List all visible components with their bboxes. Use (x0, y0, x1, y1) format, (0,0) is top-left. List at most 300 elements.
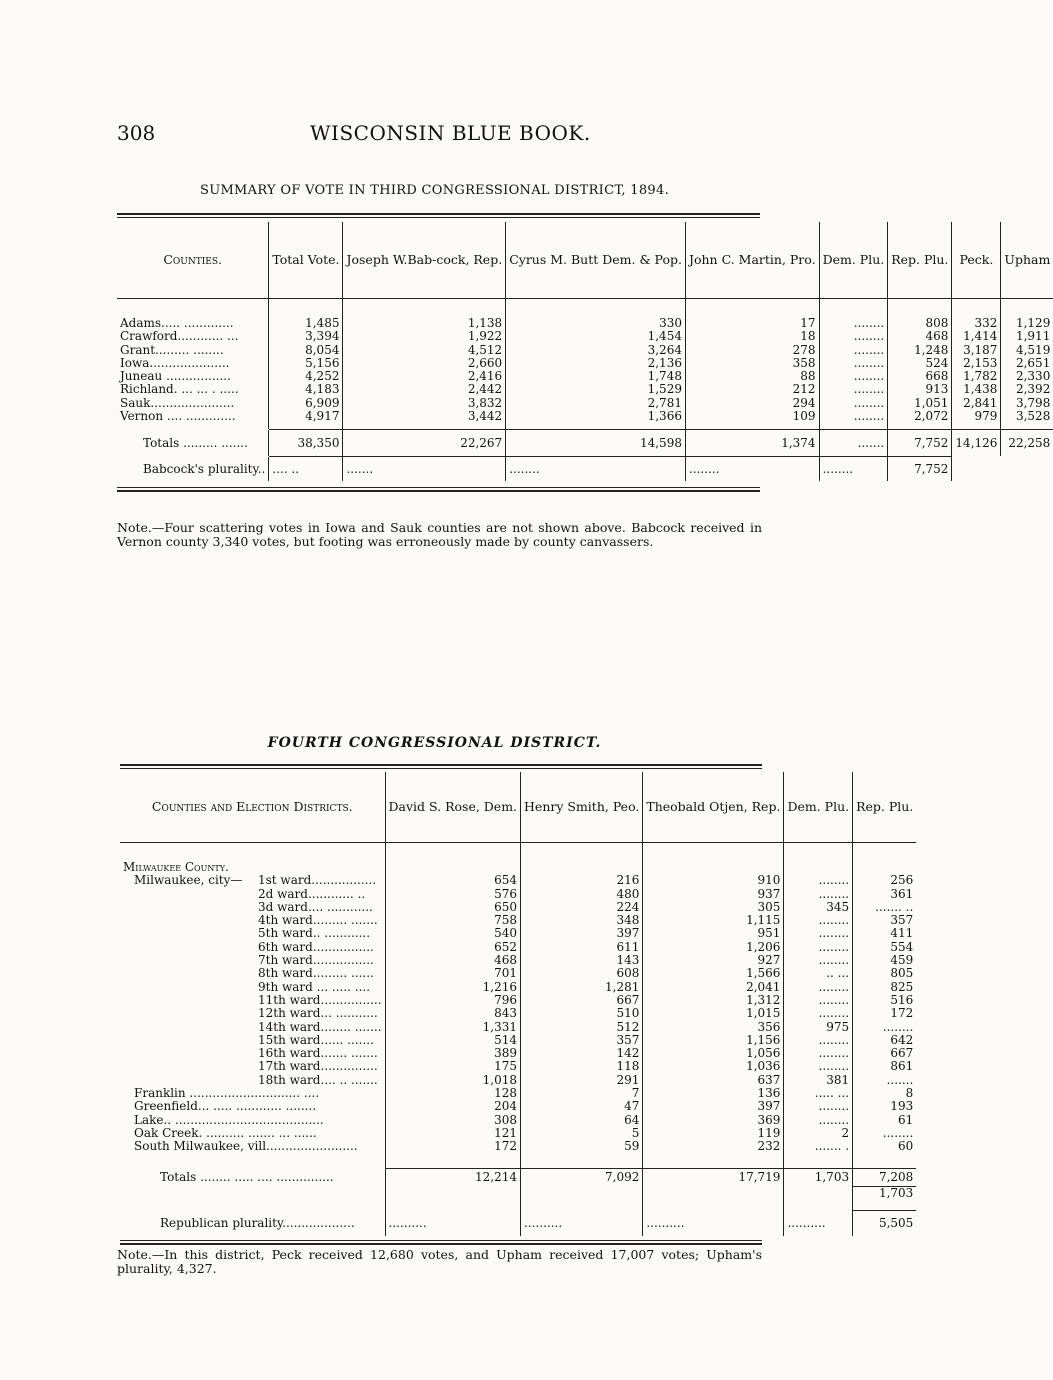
cell-dem: ........ (819, 410, 888, 423)
cell-peck: 979 (952, 410, 1001, 423)
plurality-dem: ........ (819, 457, 888, 481)
ward-label: 1st ward................. (258, 873, 377, 888)
header-districts: Counties and Election Districts. (151, 799, 353, 815)
county-heading: Milwaukee County. (123, 860, 229, 874)
cell-dem: ........ (784, 941, 853, 954)
ward-row (120, 914, 916, 927)
cell-rep: 459 (853, 954, 917, 967)
cell-district (120, 901, 385, 914)
cell-dem: ........ (819, 357, 888, 370)
ward-label: 16th ward....... ....... (258, 1046, 378, 1061)
cell-otjen: 951 (643, 927, 784, 940)
t2-totals-rep-subtract: 1,703 (853, 1187, 917, 1201)
cell-upham: 2,651 (1001, 357, 1053, 370)
cell-district: South Milwaukee, vill........................ (134, 1139, 358, 1154)
ward-label: 8th ward......... ...... (258, 966, 374, 981)
cell-upham: 4,519 (1001, 344, 1053, 357)
table1-grid (117, 222, 1053, 481)
ward-row (120, 874, 916, 887)
cell-martin: 109 (685, 410, 819, 423)
cell-rose: 652 (385, 941, 521, 954)
cell-rose: 308 (385, 1114, 521, 1127)
cell-rose: 843 (385, 1007, 521, 1020)
cell-rep: 60 (853, 1140, 917, 1153)
cell-county: Richland. ... ... . ..... (120, 382, 239, 397)
cell-county: Iowa..................... (120, 355, 230, 370)
cell-rose: 514 (385, 1034, 521, 1047)
table2-plurality-row (120, 1210, 916, 1236)
cell-dem: ..... ... (784, 1087, 853, 1100)
ward-label: 3d ward.... ............ (258, 899, 373, 914)
ward-row (120, 1047, 916, 1060)
cell-otjen: 1,312 (643, 994, 784, 1007)
table1-totals-row (117, 430, 1053, 456)
totals-dem: ....... (819, 430, 888, 456)
cell-rose: 121 (385, 1127, 521, 1140)
header-rep-plu: Rep. Plu. (888, 222, 952, 298)
cell-district (120, 941, 385, 954)
cell-otjen: 937 (643, 888, 784, 901)
table1 (117, 213, 1051, 492)
cell-dem: ........ (784, 874, 853, 887)
cell-dem: ........ (784, 1060, 853, 1073)
cell-otjen: 305 (643, 901, 784, 914)
cell-total: 3,394 (269, 330, 343, 343)
header-dem-plu: Dem. Plu. (819, 222, 888, 298)
city-label: Milwaukee, city— (134, 873, 243, 888)
cell-otjen: 119 (643, 1127, 784, 1140)
t2-totals-dem: 1,703 (784, 1169, 853, 1187)
cell-butt: 1,529 (506, 383, 686, 396)
cell-upham: 2,330 (1001, 370, 1053, 383)
cell-rep: 8 (853, 1087, 917, 1100)
totals-label: Totals ......... ....... (143, 435, 248, 450)
plurality-martin: ........ (685, 457, 819, 481)
cell-butt: 1,748 (506, 370, 686, 383)
table1-note: Note.—Four scattering votes in Iowa and Sauk counties are not shown above. Babcock received in Vernon county 3,340 votes, but footing was erroneously made by county canvassers. (117, 520, 762, 549)
cell-dem: 2 (784, 1127, 853, 1140)
cell-peck: 1,782 (952, 370, 1001, 383)
totals-butt: 14,598 (506, 430, 686, 456)
cell-butt: 1,454 (506, 330, 686, 343)
cell-martin: 17 (685, 317, 819, 330)
cell-dem: ........ (784, 954, 853, 967)
cell-rep: 1,248 (888, 344, 952, 357)
table1-row (117, 344, 1053, 357)
cell-otjen: 910 (643, 874, 784, 887)
cell-rep: 1,051 (888, 397, 952, 410)
cell-rose: 1,331 (385, 1021, 521, 1034)
table1-plurality-row (117, 457, 1053, 481)
header-smith: Henry Smith, Peo. (521, 772, 643, 842)
cell-peck: 1,438 (952, 383, 1001, 396)
cell-county: Grant......... ........ (120, 342, 224, 357)
totals-peck: 14,126 (952, 430, 1001, 456)
cell-peck: 3,187 (952, 344, 1001, 357)
plurality-butt: ........ (506, 457, 686, 481)
cell-peck: 2,153 (952, 357, 1001, 370)
cell-rose: 204 (385, 1100, 521, 1113)
cell-smith: 59 (521, 1140, 643, 1153)
cell-dem: ........ (784, 994, 853, 1007)
cell-dem: .. ... (784, 967, 853, 980)
ward-row (120, 967, 916, 980)
cell-peck: 2,841 (952, 397, 1001, 410)
cell-district (120, 1074, 385, 1087)
header-butt: Cyrus M. Butt Dem. & Pop. (506, 222, 686, 298)
cell-dem: ........ (784, 981, 853, 994)
cell-rose: 1,216 (385, 981, 521, 994)
cell-district: Oak Creek. .......... ....... ... ...... (134, 1125, 317, 1140)
cell-rose: 128 (385, 1087, 521, 1100)
ward-label: 15th ward...... ....... (258, 1032, 374, 1047)
ward-row (120, 941, 916, 954)
cell-otjen: 1,566 (643, 967, 784, 980)
cell-district (120, 914, 385, 927)
district-row (120, 1100, 916, 1113)
cell-dem: 975 (784, 1021, 853, 1034)
cell-peck: 332 (952, 317, 1001, 330)
cell-dem: 381 (784, 1074, 853, 1087)
cell-otjen: 232 (643, 1140, 784, 1153)
cell-otjen: 356 (643, 1021, 784, 1034)
cell-peck: 1,414 (952, 330, 1001, 343)
table1-row (117, 317, 1053, 330)
cell-smith: 611 (521, 941, 643, 954)
running-head: WISCONSIN BLUE BOOK. (310, 121, 591, 145)
table1-body (117, 317, 1053, 423)
district-row (120, 1087, 916, 1100)
cell-rep: 805 (853, 967, 917, 980)
header-peck: Peck. (952, 222, 1001, 298)
ward-row (120, 1021, 916, 1034)
table2-totals-row (120, 1169, 916, 1187)
cell-smith: 7 (521, 1087, 643, 1100)
cell-dem: ........ (784, 888, 853, 901)
table1-row (117, 330, 1053, 343)
cell-smith: 510 (521, 1007, 643, 1020)
cell-otjen: 637 (643, 1074, 784, 1087)
totals-rep: 7,752 (888, 430, 952, 456)
ward-row (120, 994, 916, 1007)
cell-dem: ........ (784, 1114, 853, 1127)
header-martin: John C. Martin, Pro. (685, 222, 819, 298)
t2-plurality-dem: .......... (784, 1210, 853, 1236)
table1-row (117, 357, 1053, 370)
ward-label: 12th ward... ........... (258, 1006, 378, 1021)
county-heading-row (120, 861, 916, 874)
ward-label: 2d ward............ .. (258, 886, 366, 901)
cell-rose: 540 (385, 927, 521, 940)
t2-plurality-label: Republican plurality................... (160, 1215, 355, 1230)
cell-total: 4,183 (269, 383, 343, 396)
cell-smith: 64 (521, 1114, 643, 1127)
header-rose: David S. Rose, Dem. (385, 772, 521, 842)
cell-babcock: 2,660 (343, 357, 506, 370)
cell-rep: 642 (853, 1034, 917, 1047)
cell-otjen: 1,036 (643, 1060, 784, 1073)
cell-rep: 468 (888, 330, 952, 343)
ward-label: 11th ward................ (258, 992, 382, 1007)
plurality-babcock: ....... (343, 457, 506, 481)
ward-row (120, 1060, 916, 1073)
cell-smith: 47 (521, 1100, 643, 1113)
cell-rep: 808 (888, 317, 952, 330)
cell-smith: 216 (521, 874, 643, 887)
cell-dem: ........ (784, 1047, 853, 1060)
cell-rep: ....... .. (853, 901, 917, 914)
table1-row (117, 383, 1053, 396)
cell-otjen: 1,206 (643, 941, 784, 954)
cell-total: 6,909 (269, 397, 343, 410)
ward-row (120, 888, 916, 901)
table1-row (117, 370, 1053, 383)
cell-smith: 397 (521, 927, 643, 940)
cell-dem: ........ (819, 330, 888, 343)
district-row (120, 1114, 916, 1127)
cell-district (120, 927, 385, 940)
cell-smith: 608 (521, 967, 643, 980)
ward-label: 7th ward................ (258, 953, 374, 968)
table1-header-row (117, 222, 1053, 298)
t2-totals-rep: 7,208 (853, 1169, 917, 1187)
cell-otjen: 397 (643, 1100, 784, 1113)
ward-row (120, 1034, 916, 1047)
cell-smith: 224 (521, 901, 643, 914)
cell-rep: 361 (853, 888, 917, 901)
cell-rep: 667 (853, 1047, 917, 1060)
cell-babcock: 1,922 (343, 330, 506, 343)
t2-plurality-smith: .......... (521, 1210, 643, 1236)
cell-otjen: 136 (643, 1087, 784, 1100)
cell-dem: ........ (784, 1007, 853, 1020)
cell-district (120, 994, 385, 1007)
cell-babcock: 4,512 (343, 344, 506, 357)
cell-rose: 389 (385, 1047, 521, 1060)
cell-county: Crawford............ ... (120, 329, 239, 344)
cell-district (120, 874, 385, 887)
cell-upham: 1,911 (1001, 330, 1053, 343)
cell-dem: ........ (784, 914, 853, 927)
header-upham: Upham (1001, 222, 1053, 298)
ward-row (120, 901, 916, 914)
cell-upham: 1,129 (1001, 317, 1053, 330)
cell-rep: 61 (853, 1114, 917, 1127)
cell-babcock: 1,138 (343, 317, 506, 330)
cell-rep: ........ (853, 1021, 917, 1034)
table1-bottom-rule (117, 487, 760, 492)
cell-smith: 143 (521, 954, 643, 967)
cell-rose: 796 (385, 994, 521, 1007)
cell-district: Franklin ............................. .... (134, 1086, 320, 1101)
cell-martin: 358 (685, 357, 819, 370)
t2-plurality-rose: .......... (385, 1210, 521, 1236)
cell-smith: 348 (521, 914, 643, 927)
t2-totals-smith: 7,092 (521, 1169, 643, 1187)
cell-rep: 913 (888, 383, 952, 396)
ward-row (120, 1074, 916, 1087)
cell-otjen: 1,115 (643, 914, 784, 927)
ward-label: 9th ward ... ..... .... (258, 979, 371, 994)
cell-district (120, 1007, 385, 1020)
cell-butt: 3,264 (506, 344, 686, 357)
ward-label: 5th ward.. ............ (258, 926, 371, 941)
header-rep-plu-2: Rep. Plu. (853, 772, 917, 842)
cell-smith: 1,281 (521, 981, 643, 994)
cell-rep: 825 (853, 981, 917, 994)
cell-rose: 654 (385, 874, 521, 887)
cell-smith: 667 (521, 994, 643, 1007)
cell-otjen: 1,015 (643, 1007, 784, 1020)
ward-label: 18th ward.... .. ....... (258, 1072, 378, 1087)
cell-babcock: 3,832 (343, 397, 506, 410)
t2-totals-rose: 12,214 (385, 1169, 521, 1187)
cell-rep: 256 (853, 874, 917, 887)
cell-rose: 468 (385, 954, 521, 967)
totals-upham: 22,258 (1001, 430, 1053, 456)
cell-total: 8,054 (269, 344, 343, 357)
cell-smith: 5 (521, 1127, 643, 1140)
plurality-rep: 7,752 (888, 457, 952, 481)
ward-row (120, 954, 916, 967)
ward-label: 14th ward........ ....... (258, 1019, 382, 1034)
cell-rep: 2,072 (888, 410, 952, 423)
table1-title: SUMMARY OF VOTE IN THIRD CONGRESSIONAL DISTRICT, 1894. (199, 183, 670, 198)
cell-district: Lake.. ....................................... (134, 1112, 324, 1127)
cell-total: 5,156 (269, 357, 343, 370)
cell-district (120, 981, 385, 994)
cell-dem: ........ (819, 317, 888, 330)
ward-label: 17th ward............... (258, 1059, 378, 1074)
table2-bottom-rule (120, 1240, 762, 1245)
cell-dem: 345 (784, 901, 853, 914)
cell-district (120, 1060, 385, 1073)
cell-dem: ........ (819, 344, 888, 357)
table2-note: Note.—In this district, Peck received 12,680 votes, and Upham received 17,007 votes; Upham's plurality, 4,327. (117, 1247, 762, 1276)
table2-title: FOURTH CONGRESSIONAL DISTRICT. (267, 735, 602, 751)
header-dem-plu-2: Dem. Plu. (784, 772, 853, 842)
cell-total: 1,485 (269, 317, 343, 330)
cell-smith: 291 (521, 1074, 643, 1087)
ward-row (120, 1007, 916, 1020)
cell-otjen: 2,041 (643, 981, 784, 994)
cell-district (120, 967, 385, 980)
cell-dem: ....... . (784, 1140, 853, 1153)
header-babcock: Joseph W.Bab-cock, Rep. (343, 222, 506, 298)
cell-babcock: 3,442 (343, 410, 506, 423)
cell-rep: 193 (853, 1100, 917, 1113)
ward-label: 6th ward................ (258, 939, 374, 954)
cell-rep: 554 (853, 941, 917, 954)
cell-rose: 758 (385, 914, 521, 927)
t2-plurality-rep: 5,505 (853, 1210, 917, 1236)
cell-district: Greenfield... ..... ............ ........ (134, 1099, 317, 1114)
cell-total: 4,917 (269, 410, 343, 423)
header-counties: Counties. (163, 252, 222, 268)
cell-dem: ........ (784, 1034, 853, 1047)
totals-babcock: 22,267 (343, 430, 506, 456)
cell-district (120, 1021, 385, 1034)
totals-total: 38,350 (269, 430, 343, 456)
cell-otjen: 927 (643, 954, 784, 967)
cell-butt: 2,136 (506, 357, 686, 370)
cell-county: Vernon .... ............. (120, 409, 236, 424)
cell-upham: 3,798 (1001, 397, 1053, 410)
cell-upham: 2,392 (1001, 383, 1053, 396)
cell-upham: 3,528 (1001, 410, 1053, 423)
cell-rep: 411 (853, 927, 917, 940)
page-number: 308 (117, 121, 156, 145)
cell-district (120, 888, 385, 901)
cell-district (120, 954, 385, 967)
cell-district (120, 1034, 385, 1047)
totals-martin: 1,374 (685, 430, 819, 456)
cell-martin: 294 (685, 397, 819, 410)
cell-babcock: 2,442 (343, 383, 506, 396)
cell-dem: ........ (819, 397, 888, 410)
cell-rose: 701 (385, 967, 521, 980)
cell-rep: ....... (853, 1074, 917, 1087)
header-otjen: Theobald Otjen, Rep. (643, 772, 784, 842)
cell-district (120, 1047, 385, 1060)
district-row (120, 1140, 916, 1153)
cell-smith: 357 (521, 1034, 643, 1047)
cell-otjen: 369 (643, 1114, 784, 1127)
cell-county: Juneau ................. (120, 369, 231, 384)
cell-otjen: 1,156 (643, 1034, 784, 1047)
t2-plurality-otjen: .......... (643, 1210, 784, 1236)
cell-dem: ........ (784, 1100, 853, 1113)
plurality-total: .... .. (269, 457, 343, 481)
cell-rep: ........ (853, 1127, 917, 1140)
cell-smith: 118 (521, 1060, 643, 1073)
cell-rose: 175 (385, 1060, 521, 1073)
ward-label: 4th ward......... ....... (258, 913, 378, 928)
cell-rep: 172 (853, 1007, 917, 1020)
cell-babcock: 2,416 (343, 370, 506, 383)
cell-dem: ........ (784, 927, 853, 940)
cell-martin: 18 (685, 330, 819, 343)
cell-rose: 650 (385, 901, 521, 914)
cell-county: Adams..... ............. (120, 316, 234, 330)
header-total-vote: Total Vote. (269, 222, 343, 298)
cell-butt: 1,366 (506, 410, 686, 423)
cell-rose: 172 (385, 1140, 521, 1153)
cell-martin: 278 (685, 344, 819, 357)
table2-body (120, 874, 916, 1153)
cell-otjen: 1,056 (643, 1047, 784, 1060)
cell-rose: 576 (385, 888, 521, 901)
cell-rep: 668 (888, 370, 952, 383)
cell-butt: 2,781 (506, 397, 686, 410)
table1-row (117, 410, 1053, 423)
cell-rep: 524 (888, 357, 952, 370)
table1-top-rule (117, 213, 760, 218)
cell-martin: 212 (685, 383, 819, 396)
cell-smith: 512 (521, 1021, 643, 1034)
cell-smith: 142 (521, 1047, 643, 1060)
cell-rep: 357 (853, 914, 917, 927)
table1-row (117, 397, 1053, 410)
table2-grid (120, 772, 916, 1236)
cell-rep: 861 (853, 1060, 917, 1073)
t2-totals-label: Totals ........ ..... .... ............... (160, 1169, 334, 1184)
district-row (120, 1127, 916, 1140)
table2 (120, 764, 914, 1245)
table2-top-rule (120, 764, 762, 769)
cell-martin: 88 (685, 370, 819, 383)
cell-dem: ........ (819, 370, 888, 383)
